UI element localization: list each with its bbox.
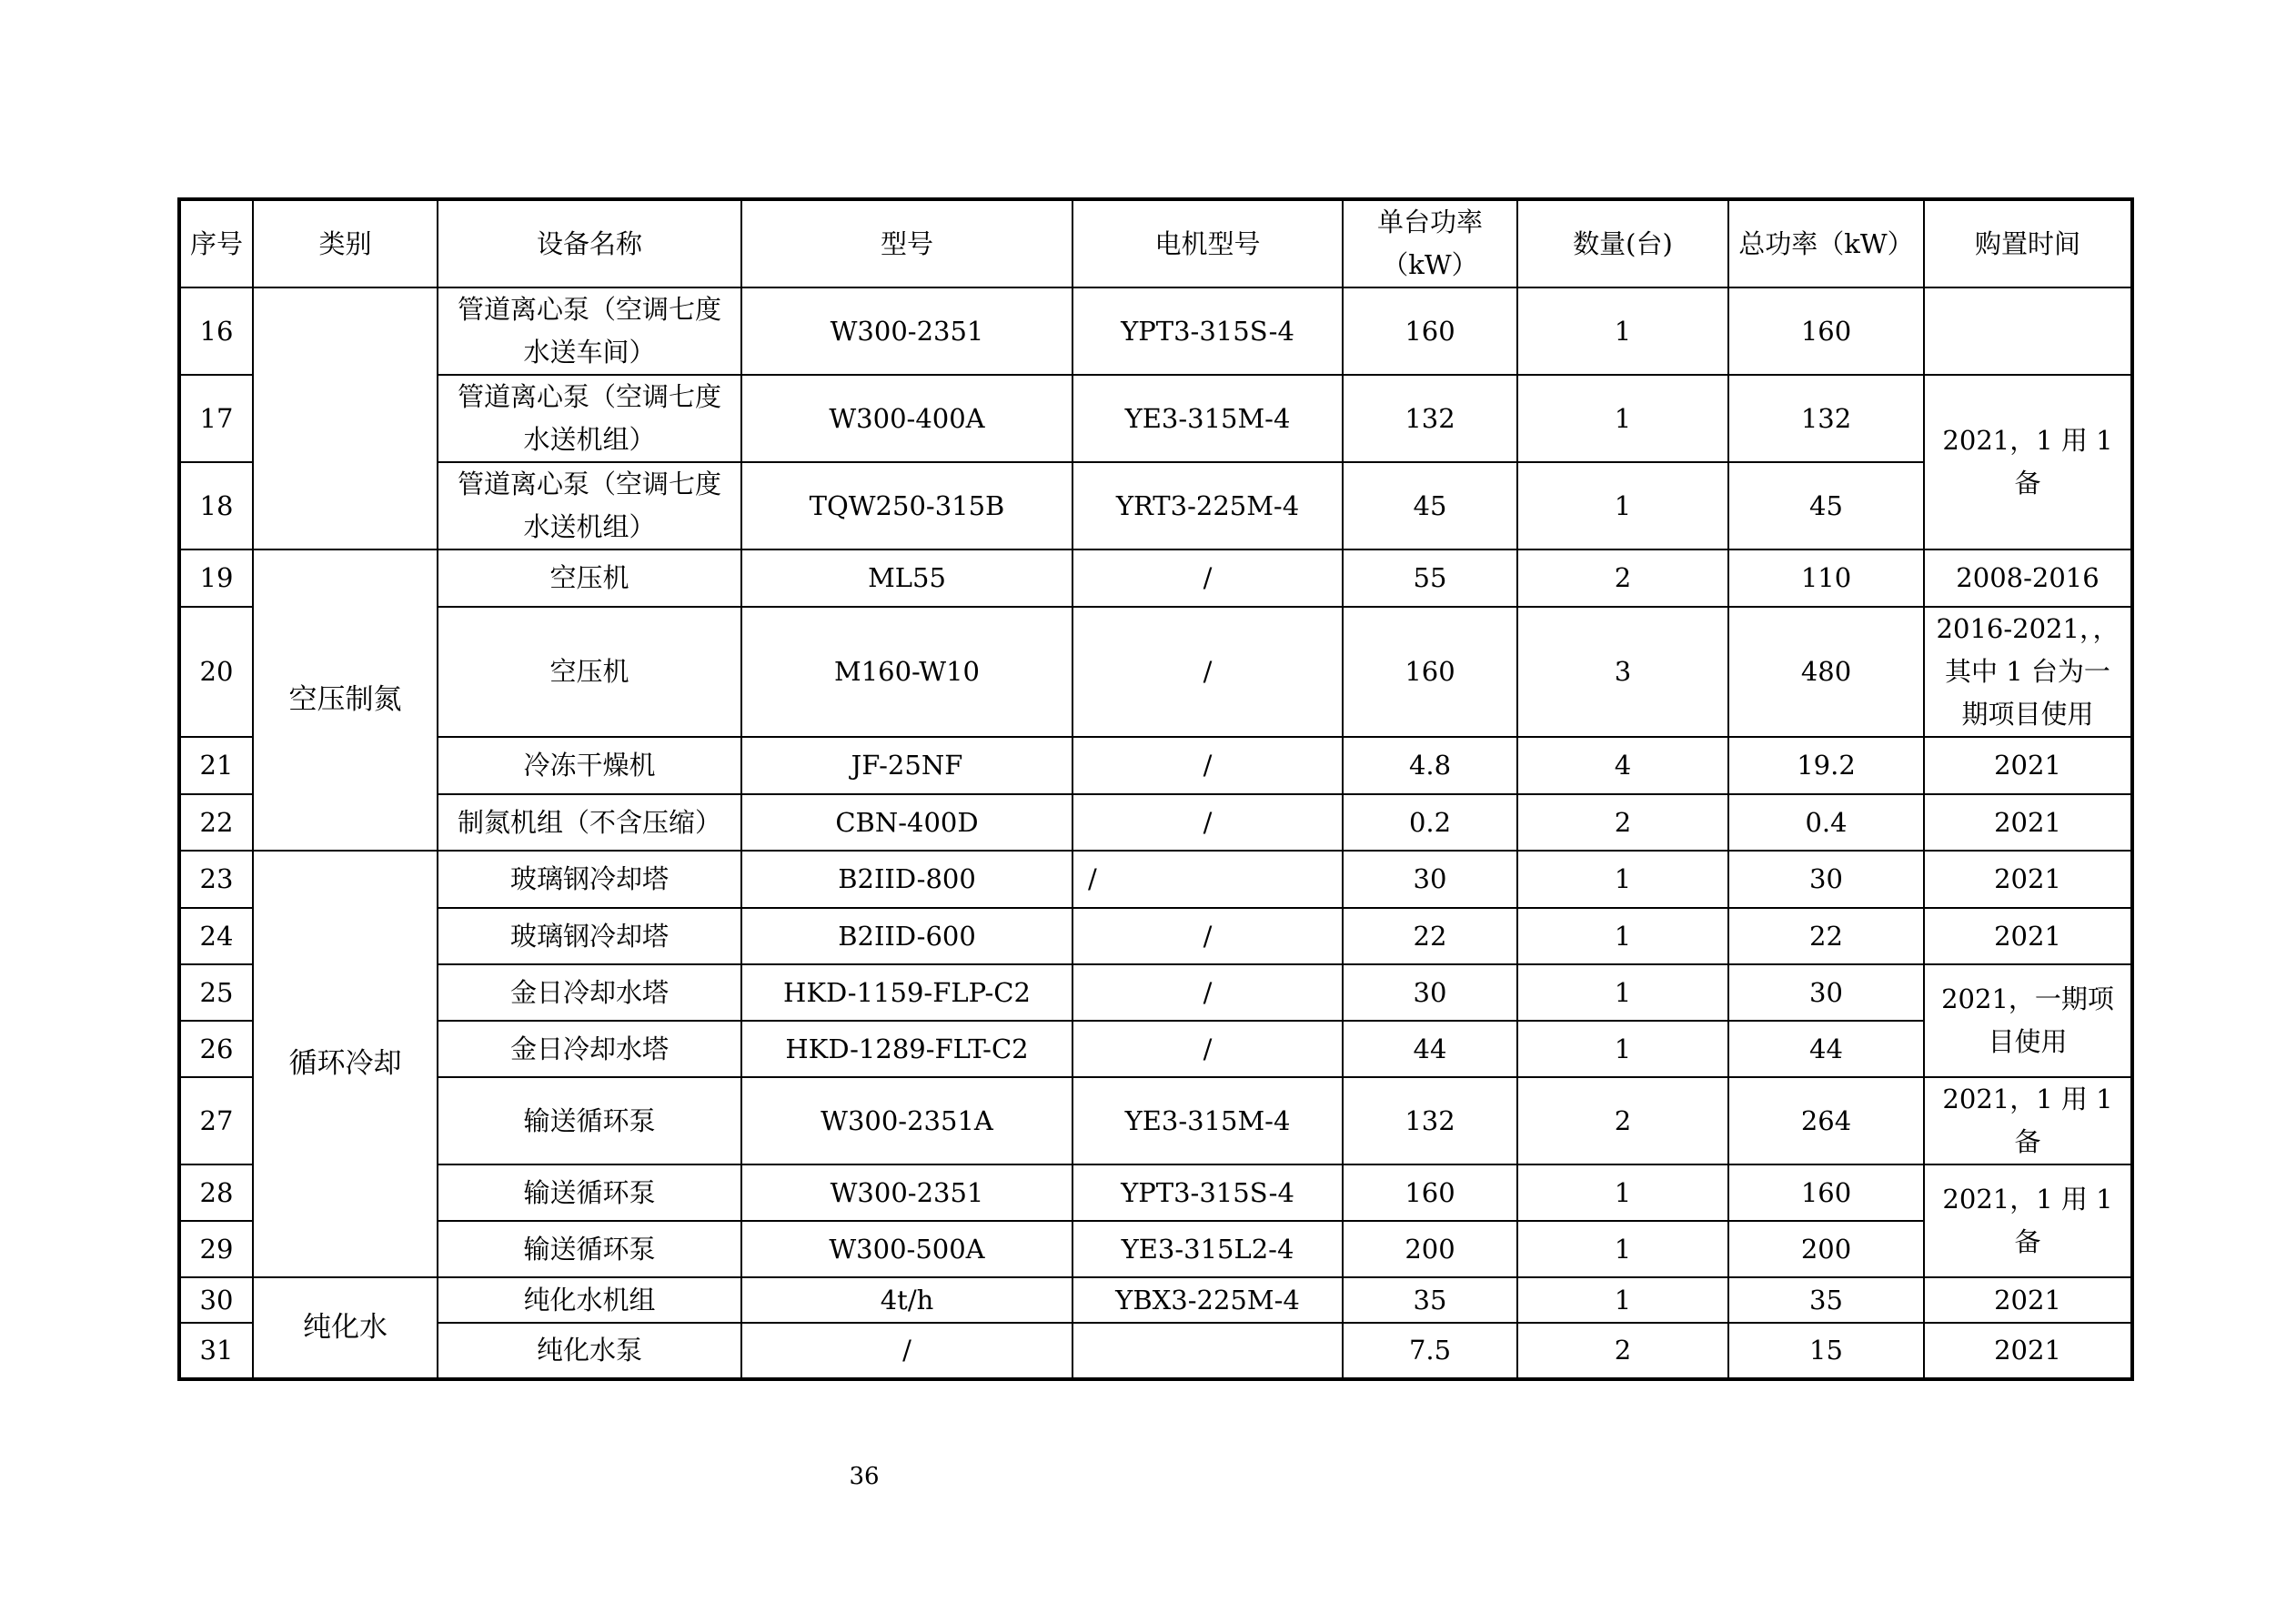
cell-total-power: 35 bbox=[1728, 1277, 1924, 1323]
cell-qty: 1 bbox=[1517, 1021, 1728, 1077]
table-row bbox=[179, 908, 2132, 964]
cell-total-power: 110 bbox=[1728, 549, 1924, 607]
cell-unit-power: 30 bbox=[1343, 851, 1517, 908]
cell-purchase: 2021 bbox=[1924, 908, 2132, 964]
cell-seq: 20 bbox=[179, 607, 253, 737]
cell-motor: YE3-315M-4 bbox=[1072, 375, 1343, 462]
cell-unit-power: 30 bbox=[1343, 964, 1517, 1021]
cell-purchase: 2021 bbox=[1924, 851, 2132, 908]
cell-name: 输送循环泵 bbox=[438, 1077, 741, 1164]
header-seq: 序号 bbox=[179, 199, 253, 287]
cell-purchase: 2021 bbox=[1924, 737, 2132, 794]
cell-motor: YBX3-225M-4 bbox=[1072, 1277, 1343, 1323]
cell-motor: YRT3-225M-4 bbox=[1072, 462, 1343, 549]
cell-qty: 1 bbox=[1517, 964, 1728, 1021]
table-row bbox=[179, 1323, 2132, 1379]
cell-unit-power: 160 bbox=[1343, 607, 1517, 737]
cell-category: 空压制氮 bbox=[253, 549, 438, 851]
cell-total-power: 0.4 bbox=[1728, 794, 1924, 851]
header-total-power: 总功率（kW） bbox=[1728, 199, 1924, 287]
cell-purchase: 2021，1 用 1 备 bbox=[1924, 1077, 2132, 1164]
header-category: 类别 bbox=[253, 199, 438, 287]
page-number: 36 bbox=[849, 1463, 880, 1490]
table-row bbox=[179, 851, 2132, 908]
cell-model: W300-2351 bbox=[741, 287, 1072, 375]
cell-name: 冷冻干燥机 bbox=[438, 737, 741, 794]
cell-total-power: 160 bbox=[1728, 287, 1924, 375]
cell-model: M160-W10 bbox=[741, 607, 1072, 737]
table-row bbox=[179, 1164, 2132, 1221]
cell-name: 管道离心泵（空调七度水送机组） bbox=[438, 462, 741, 549]
table-row bbox=[179, 287, 2132, 375]
cell-unit-power: 22 bbox=[1343, 908, 1517, 964]
cell-model: W300-400A bbox=[741, 375, 1072, 462]
cell-total-power: 19.2 bbox=[1728, 737, 1924, 794]
cell-total-power: 45 bbox=[1728, 462, 1924, 549]
cell-model: HKD-1289-FLT-C2 bbox=[741, 1021, 1072, 1077]
table-row bbox=[179, 794, 2132, 851]
equipment-table bbox=[177, 197, 2134, 1381]
cell-name: 空压机 bbox=[438, 607, 741, 737]
cell-qty: 3 bbox=[1517, 607, 1728, 737]
cell-purchase: 2021，1 用 1 备 bbox=[1924, 375, 2132, 549]
table-row bbox=[179, 737, 2132, 794]
header-row bbox=[179, 199, 2132, 287]
cell-seq: 28 bbox=[179, 1164, 253, 1221]
cell-total-power: 22 bbox=[1728, 908, 1924, 964]
cell-model: B2IID-800 bbox=[741, 851, 1072, 908]
cell-purchase: 2016-2021，，其中 1 台为一期项目使用 bbox=[1924, 607, 2132, 737]
cell-qty: 4 bbox=[1517, 737, 1728, 794]
cell-model: W300-2351A bbox=[741, 1077, 1072, 1164]
table-row bbox=[179, 1277, 2132, 1323]
cell-purchase: 2021 bbox=[1924, 794, 2132, 851]
cell-unit-power: 7.5 bbox=[1343, 1323, 1517, 1379]
cell-unit-power: 132 bbox=[1343, 1077, 1517, 1164]
table-row bbox=[179, 1021, 2132, 1077]
cell-name: 金日冷却水塔 bbox=[438, 964, 741, 1021]
table-row bbox=[179, 549, 2132, 607]
cell-category-empty bbox=[253, 287, 438, 549]
cell-seq: 31 bbox=[179, 1323, 253, 1379]
cell-model: ML55 bbox=[741, 549, 1072, 607]
cell-name: 纯化水机组 bbox=[438, 1277, 741, 1323]
cell-seq: 30 bbox=[179, 1277, 253, 1323]
cell-unit-power: 45 bbox=[1343, 462, 1517, 549]
cell-total-power: 15 bbox=[1728, 1323, 1924, 1379]
cell-unit-power: 35 bbox=[1343, 1277, 1517, 1323]
cell-qty: 1 bbox=[1517, 1277, 1728, 1323]
cell-motor: YPT3-315S-4 bbox=[1072, 1164, 1343, 1221]
cell-total-power: 30 bbox=[1728, 851, 1924, 908]
cell-motor: YE3-315M-4 bbox=[1072, 1077, 1343, 1164]
cell-category: 纯化水 bbox=[253, 1277, 438, 1379]
cell-category: 循环冷却 bbox=[253, 851, 438, 1277]
cell-qty: 2 bbox=[1517, 549, 1728, 607]
header-unit-power: 单台功率（kW） bbox=[1343, 199, 1517, 287]
cell-name: 玻璃钢冷却塔 bbox=[438, 908, 741, 964]
cell-motor: / bbox=[1072, 851, 1343, 908]
cell-qty: 2 bbox=[1517, 794, 1728, 851]
cell-qty: 1 bbox=[1517, 1164, 1728, 1221]
cell-purchase: 2021，一期项目使用 bbox=[1924, 964, 2132, 1077]
cell-model: B2IID-600 bbox=[741, 908, 1072, 964]
table-row bbox=[179, 462, 2132, 549]
cell-unit-power: 160 bbox=[1343, 287, 1517, 375]
cell-unit-power: 0.2 bbox=[1343, 794, 1517, 851]
header-qty: 数量(台) bbox=[1517, 199, 1728, 287]
cell-seq: 16 bbox=[179, 287, 253, 375]
cell-total-power: 480 bbox=[1728, 607, 1924, 737]
cell-qty: 1 bbox=[1517, 462, 1728, 549]
cell-name: 纯化水泵 bbox=[438, 1323, 741, 1379]
cell-motor: / bbox=[1072, 737, 1343, 794]
cell-unit-power: 55 bbox=[1343, 549, 1517, 607]
cell-motor bbox=[1072, 1323, 1343, 1379]
cell-motor: / bbox=[1072, 964, 1343, 1021]
cell-motor: / bbox=[1072, 607, 1343, 737]
cell-name: 金日冷却水塔 bbox=[438, 1021, 741, 1077]
header-motor: 电机型号 bbox=[1072, 199, 1343, 287]
cell-unit-power: 44 bbox=[1343, 1021, 1517, 1077]
cell-purchase: 2008-2016 bbox=[1924, 549, 2132, 607]
cell-total-power: 44 bbox=[1728, 1021, 1924, 1077]
cell-name: 输送循环泵 bbox=[438, 1221, 741, 1277]
cell-purchase bbox=[1924, 287, 2132, 375]
cell-qty: 1 bbox=[1517, 908, 1728, 964]
cell-model: CBN-400D bbox=[741, 794, 1072, 851]
cell-qty: 1 bbox=[1517, 851, 1728, 908]
table-row bbox=[179, 1221, 2132, 1277]
cell-unit-power: 200 bbox=[1343, 1221, 1517, 1277]
cell-qty: 1 bbox=[1517, 287, 1728, 375]
cell-model: / bbox=[741, 1323, 1072, 1379]
cell-name: 空压机 bbox=[438, 549, 741, 607]
cell-name: 制氮机组（不含压缩） bbox=[438, 794, 741, 851]
cell-qty: 2 bbox=[1517, 1077, 1728, 1164]
cell-model: 4t/h bbox=[741, 1277, 1072, 1323]
cell-model: W300-2351 bbox=[741, 1164, 1072, 1221]
cell-motor: YPT3-315S-4 bbox=[1072, 287, 1343, 375]
table-row bbox=[179, 607, 2132, 737]
header-name: 设备名称 bbox=[438, 199, 741, 287]
cell-seq: 21 bbox=[179, 737, 253, 794]
cell-seq: 17 bbox=[179, 375, 253, 462]
cell-unit-power: 160 bbox=[1343, 1164, 1517, 1221]
cell-seq: 24 bbox=[179, 908, 253, 964]
cell-qty: 2 bbox=[1517, 1323, 1728, 1379]
cell-purchase: 2021 bbox=[1924, 1323, 2132, 1379]
header-model: 型号 bbox=[741, 199, 1072, 287]
cell-total-power: 160 bbox=[1728, 1164, 1924, 1221]
cell-qty: 1 bbox=[1517, 375, 1728, 462]
cell-total-power: 200 bbox=[1728, 1221, 1924, 1277]
cell-seq: 19 bbox=[179, 549, 253, 607]
cell-total-power: 264 bbox=[1728, 1077, 1924, 1164]
cell-seq: 18 bbox=[179, 462, 253, 549]
cell-seq: 25 bbox=[179, 964, 253, 1021]
table-row bbox=[179, 964, 2132, 1021]
cell-qty: 1 bbox=[1517, 1221, 1728, 1277]
cell-name: 玻璃钢冷却塔 bbox=[438, 851, 741, 908]
cell-motor: / bbox=[1072, 908, 1343, 964]
table-row bbox=[179, 1077, 2132, 1164]
cell-seq: 29 bbox=[179, 1221, 253, 1277]
cell-motor: / bbox=[1072, 1021, 1343, 1077]
cell-seq: 23 bbox=[179, 851, 253, 908]
cell-motor: / bbox=[1072, 794, 1343, 851]
cell-model: JF-25NF bbox=[741, 737, 1072, 794]
cell-total-power: 132 bbox=[1728, 375, 1924, 462]
cell-model: HKD-1159-FLP-C2 bbox=[741, 964, 1072, 1021]
cell-purchase: 2021，1 用 1 备 bbox=[1924, 1164, 2132, 1277]
cell-seq: 27 bbox=[179, 1077, 253, 1164]
cell-motor: YE3-315L2-4 bbox=[1072, 1221, 1343, 1277]
cell-name: 管道离心泵（空调七度水送机组） bbox=[438, 375, 741, 462]
cell-model: TQW250-315B bbox=[741, 462, 1072, 549]
cell-name: 管道离心泵（空调七度水送车间） bbox=[438, 287, 741, 375]
table-row bbox=[179, 375, 2132, 462]
cell-motor: / bbox=[1072, 549, 1343, 607]
cell-seq: 26 bbox=[179, 1021, 253, 1077]
cell-seq: 22 bbox=[179, 794, 253, 851]
cell-total-power: 30 bbox=[1728, 964, 1924, 1021]
cell-unit-power: 132 bbox=[1343, 375, 1517, 462]
cell-purchase: 2021 bbox=[1924, 1277, 2132, 1323]
cell-unit-power: 4.8 bbox=[1343, 737, 1517, 794]
cell-name: 输送循环泵 bbox=[438, 1164, 741, 1221]
header-purchase: 购置时间 bbox=[1924, 199, 2132, 287]
cell-model: W300-500A bbox=[741, 1221, 1072, 1277]
